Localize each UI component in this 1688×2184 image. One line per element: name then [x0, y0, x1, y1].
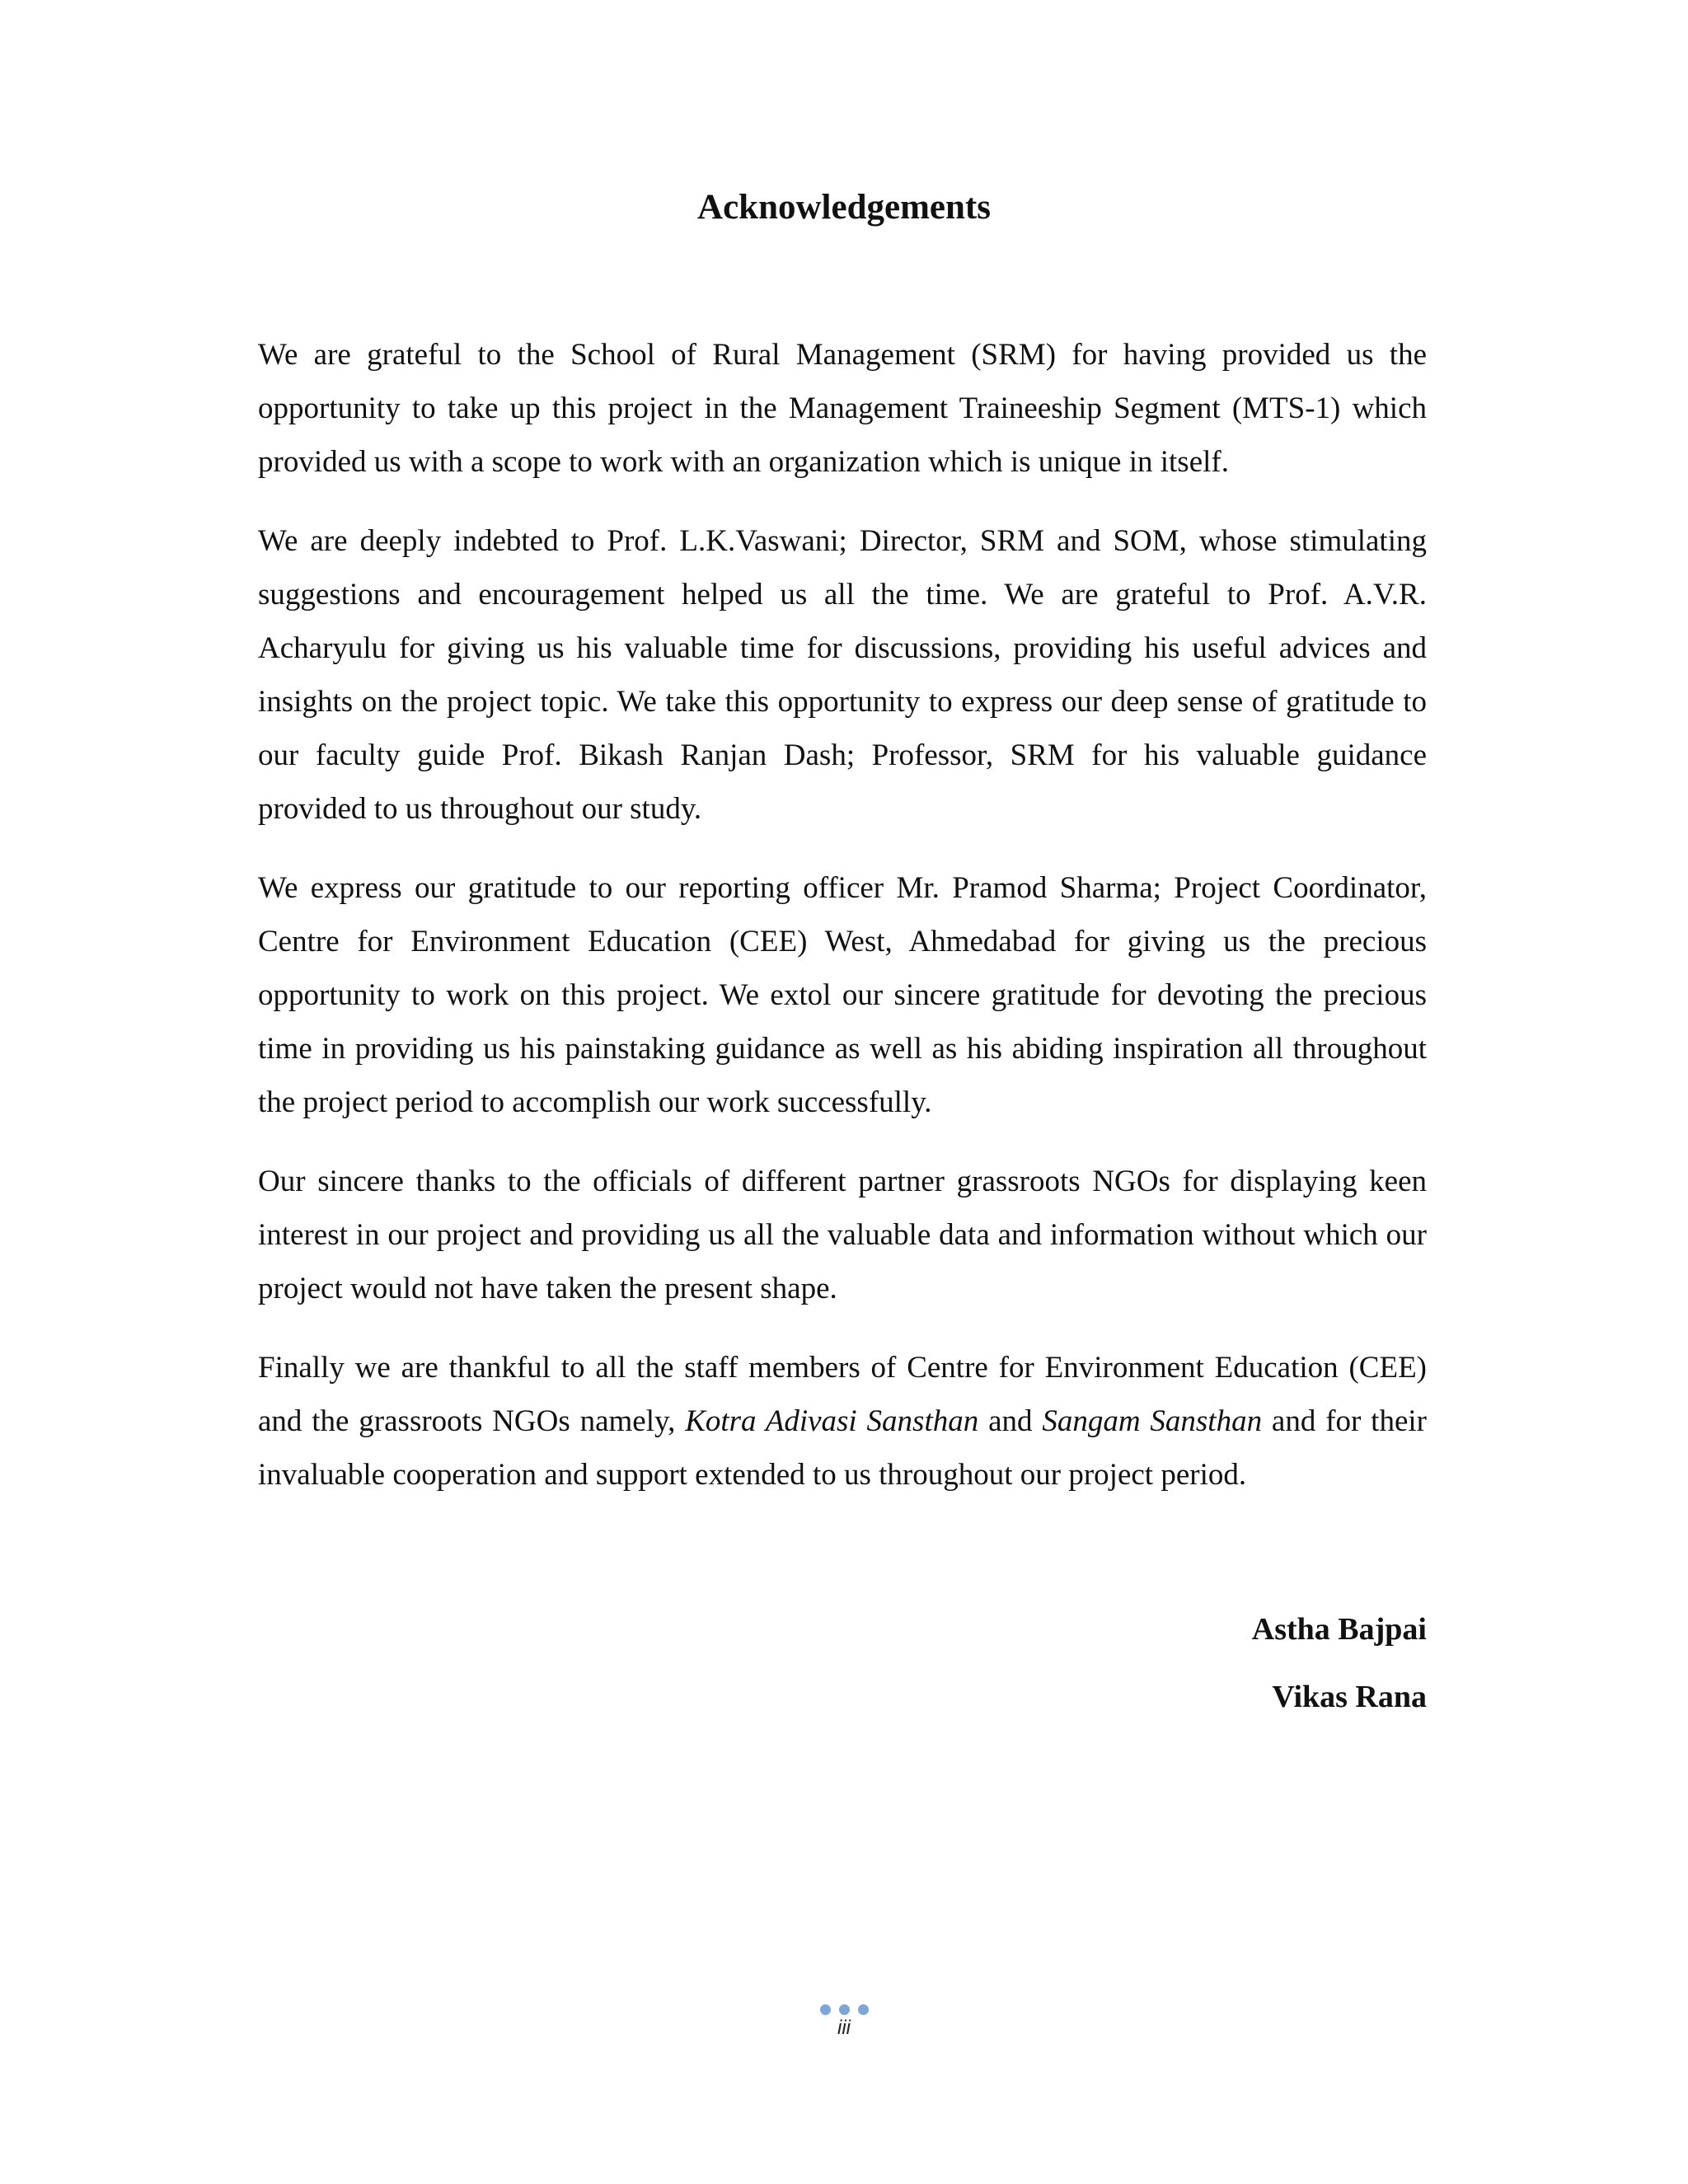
paragraph-ngo-officials: Our sincere thanks to the officials of different partner grassroots NGOs for displaying keen interest in our project and providing us all the valuable data and information without which our project would not have taken the present shape.	[258, 1165, 1427, 1305]
final-thanks-text-1: Finally we are thankful to all the staff members of Centre for Environment Education (CEE) and the grassroots NGOs namely,	[258, 1351, 1427, 1438]
page-number: iii	[837, 2017, 851, 2039]
footer-dot	[858, 2004, 869, 2015]
paragraph-srm: We are grateful to the School of Rural Management (SRM) for having provided us the opportunity to take up this project in the Management Traineeship Segment (MTS-1) which provided us with a scope to work with an organization which is unique in itself.	[258, 338, 1427, 479]
footer-dot	[839, 2004, 850, 2015]
footer-dot	[820, 2004, 831, 2015]
page-title: Acknowledgements	[697, 188, 991, 227]
paragraph-reporting-officer: We express our gratitude to our reporting officer Mr. Pramod Sharma; Project Coordinator, Centre for Environment Education (CEE) West, Ahmedabad for giving us the precious opportunity to work on this project. We extol our sincere gratitude for devoting the precious time in providing us his painstaking guidance as well as his abiding inspiration all throughout the project period to accomplish our work successfully.	[258, 871, 1427, 1119]
paragraph-final-thanks	[258, 1341, 1427, 1502]
final-thanks-text-2: and	[978, 1404, 1043, 1438]
ngo-name-kotra: Kotra Adivasi Sansthan	[685, 1404, 979, 1438]
signature-block	[258, 1607, 1427, 1742]
paragraph-faculty: We are deeply indebted to Prof. L.K.Vaswani; Director, SRM and SOM, whose stimulating suggestions and encouragement helped us all the time. We are grateful to Prof. A.V.R. Acharyulu for giving us his valuable time for discussions, providing his useful advices and insights on the project topic. We take this opportunity to express our deep sense of gratitude to our faculty guide Prof. Bikash Ranjan Dash; Professor, SRM for his valuable guidance provided to us throughout our study.	[258, 524, 1427, 826]
signature-name: Astha Bajpai	[1251, 1612, 1427, 1647]
footer-dots-ornament	[0, 2004, 1688, 2016]
final-thanks-text-3: and for their invaluable cooperation and support extended to us throughout our project period.	[258, 1404, 1427, 1492]
signature-name: Vikas Rana	[1272, 1680, 1427, 1714]
ngo-name-sangam: Sangam Sansthan	[1042, 1404, 1263, 1438]
acknowledgement-body	[258, 328, 1427, 1527]
